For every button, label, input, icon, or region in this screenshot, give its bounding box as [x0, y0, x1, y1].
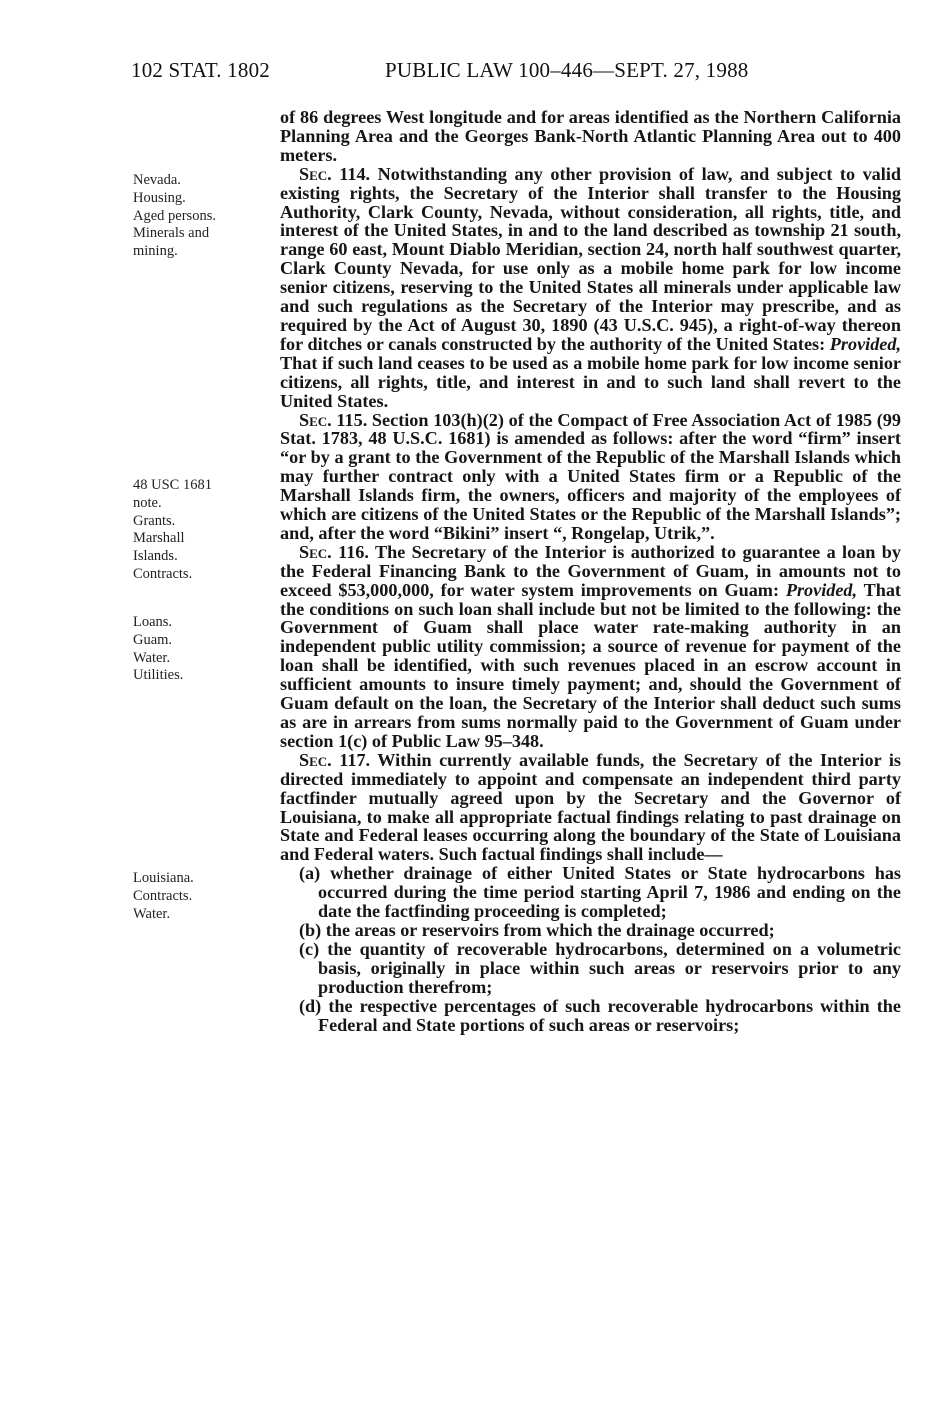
margin-notes-sec114 — [133, 172, 263, 261]
margin-note: Grants. — [133, 512, 176, 529]
stat-citation: 102 STAT. 1802 — [131, 58, 270, 82]
margin-note: Water. — [133, 905, 171, 922]
margin-note: Contracts. — [133, 887, 193, 904]
section-label: Sec. — [299, 163, 332, 184]
margin-note: Guam. — [133, 631, 173, 648]
section-115: Sec. 115. Section 103(h)(2) of the Compact of Free Association Act of 1985 (99 Stat. 1783, 48 U.S.C. 1681) is amended as follows: after the word “firm” insert “or by a grant to the Government of the Republic of the Marshall Islands which may further contract only with a United States firm or a Republic of the Marshall Islands firm, the owners, officers and majority of the employees of which are citizens of the United States or the Republic of the Marshall Islands”; and, after the word “Bikini” insert “, Rongelap, Utrik,”. — [280, 409, 901, 543]
section-label: Sec. — [299, 749, 332, 770]
margin-note: Utilities. — [133, 667, 184, 684]
list-item: (c) the quantity of recoverable hydrocarbons, determined on a volumetric basis, originally in place within such areas or reservoirs prior to any production therefrom; — [299, 938, 901, 997]
provided-term: Provided, — [785, 579, 858, 600]
margin-note: Minerals and — [133, 225, 210, 242]
margin-note: Nevada. — [133, 172, 181, 188]
section-114: Sec. 114. Notwithstanding any other provision of law, and subject to valid existing rights, the Secretary of the Interior shall transfer to the Housing Authority, Clark County, Nevada, without consideration, all rights, title, and interest of the United States, in and to the land described as township 21 south, range 60 east, Mount Diablo Meridian, section 24, north half southwest quarter, Clark County Nevada, for use only as a mobile home park for low income senior citizens, reserving to the United States all minerals under applicable law and such regulations as the Secretary of the Interior may prescribe, and as required by the Act of August 30, 1890 (43 U.S.C. 945), a right-of-way thereon for ditches or canals constructed by the authority of the United States: Provided, That if such land ceases to be used as a mobile home park for low income senior citizens, all rights, title, and interest in and to such land shall revert to the United States. — [280, 163, 901, 411]
margin-note: Islands. — [133, 548, 178, 565]
margin-note: 48 USC 1681 — [133, 477, 212, 493]
public-law-title: PUBLIC LAW 100–446—SEPT. 27, 1988 — [385, 58, 749, 82]
list-item: (a) whether drainage of either United States or State hydrocarbons has occurred during the time period starting April 7, 1986 and ending on the date the factfinding proceeding is completed; — [299, 863, 901, 922]
margin-note: Contracts. — [133, 565, 193, 582]
list-item: (d) the respective percentages of such recoverable hydrocarbons within the Federal and State portions of such areas or reservoirs; — [299, 995, 901, 1035]
margin-note: Louisiana. — [133, 870, 194, 886]
margin-note: mining. — [133, 243, 178, 260]
section-label: Sec. — [299, 409, 332, 430]
margin-notes-sec115 — [133, 477, 263, 584]
section-117: Sec. 117. Within currently available funds, the Secretary of the Interior is directed immediately to appoint and compensate an independent third party factfinder mutually agreed upon by the Secretary and the Governor of Louisiana, to make all appropriate factual findings relating to past drainage on State and Federal leases occurring along the boundary of the State of Louisiana and Federal waters. Such factual findings shall include— — [280, 749, 901, 865]
continued-paragraph: of 86 degrees West longitude and for areas identified as the Northern California Planning Area and the Georges Bank-North Atlantic Planning Area out to 400 meters. — [280, 107, 901, 165]
list-item: (b) the areas or reservoirs from which the drainage occurred; — [299, 919, 775, 940]
margin-note: Aged persons. — [133, 207, 216, 224]
margin-note: Marshall — [133, 530, 185, 547]
margin-notes-sec116 — [133, 614, 263, 685]
page-header — [131, 58, 801, 92]
margin-note: Housing. — [133, 189, 186, 206]
provided-term: Provided, — [829, 333, 901, 354]
margin-notes-sec117 — [133, 870, 263, 923]
section-116: Sec. 116. The Secretary of the Interior is authorized to guarantee a loan by the Federal Financing Bank to the Government of Guam, in amounts not to exceed $53,000,000, for water system improvements on Guam: Provided, That the conditions on such loan shall include but not be limited to the following: the Government of Guam shall place water rate-making authority in an independent public utility commission; a source of revenue for payment of the loan shall be identified, with such revenues placed in an escrow account in sufficient amounts to insure timely payment; and, should the Government of Guam default on the loan, the Secretary of the Interior shall deduct such sums as are in arrears from sums normally paid to the Government of Guam under section 1(c) of Public Law 95–348. — [280, 541, 901, 751]
margin-note: Loans. — [133, 614, 173, 630]
section-label: Sec. — [299, 541, 332, 562]
margin-note: note. — [133, 494, 162, 511]
margin-note: Water. — [133, 649, 171, 666]
body-text — [280, 108, 901, 1034]
